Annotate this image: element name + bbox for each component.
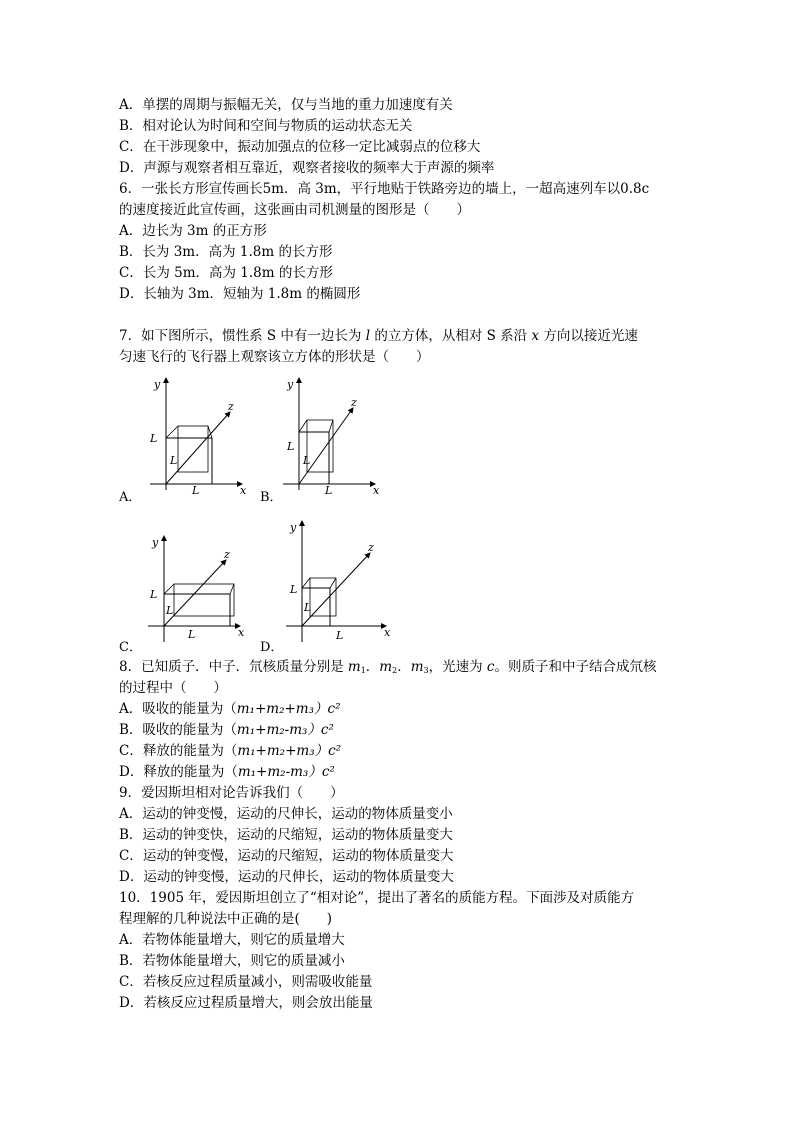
q7-figure-d — [278, 517, 393, 650]
q8-option-d: D．释放的能量为（m₁+m₂-m₃）c² — [119, 764, 335, 780]
length-label-l: L — [150, 432, 158, 445]
q10-option-b: B．若物体能量增大，则它的质量减小 — [119, 953, 345, 969]
axis-label-y: y — [290, 521, 297, 534]
q9-option-d: D．运动的钟变慢，运动的尺伸长，运动的物体质量变大 — [119, 869, 454, 885]
q6-option-a: A．边长为 3m 的正方形 — [119, 223, 267, 239]
q10-stem-line2: 程理解的几种说法中正确的是( ) — [119, 911, 333, 927]
q7-figure-c — [140, 532, 250, 650]
q8-option-a: A．吸收的能量为（m₁+m₂+m₃）c² — [119, 701, 341, 717]
length-label-l: L — [170, 454, 178, 467]
length-label-l: L — [325, 484, 333, 497]
axis-label-z: z — [224, 548, 230, 561]
q6-stem-line2: 的速度接近此宣传画，这张画由司机测量的图形是（ ） — [119, 202, 470, 218]
q10-stem-line1: 10．1905 年，爱因斯坦创立了“相对论”，提出了著名的质能方程。下面涉及对质能方 — [119, 890, 635, 906]
axis-label-y: y — [154, 378, 161, 391]
axis-label-x: x — [384, 626, 391, 639]
q7-option-b-label: B． — [260, 490, 283, 505]
axis-label-y: y — [287, 378, 294, 391]
q8-stem-line2: 的过程中（ ） — [119, 680, 227, 696]
q10-option-a: A．若物体能量增大，则它的质量增大 — [119, 932, 345, 948]
q8-option-b: B．吸收的能量为（m₁+m₂-m₃）c² — [119, 722, 334, 738]
q8-option-c: C．释放的能量为（m₁+m₂+m₃）c² — [119, 743, 342, 759]
q9-option-c: C．运动的钟变慢，运动的尺缩短，运动的物体质量变大 — [119, 848, 454, 864]
q5-option-a: A．单摆的周期与振幅无关，仅与当地的重力加速度有关 — [119, 97, 453, 113]
length-label-l: L — [188, 628, 196, 641]
length-label-l: L — [303, 454, 311, 467]
axis-label-z: z — [351, 396, 357, 409]
axis-label-y: y — [152, 536, 159, 549]
q7-option-a-label: A． — [119, 490, 142, 505]
axis-label-z: z — [368, 541, 374, 554]
q6-option-c: C．长为 5m．高为 1.8m 的长方形 — [119, 265, 333, 281]
length-label-l: L — [336, 629, 344, 642]
q5-option-c: C．在干涉现象中，振动加强点的位移一定比减弱点的位移大 — [119, 139, 481, 155]
length-label-l: L — [290, 583, 298, 596]
q7-figure-b — [275, 372, 385, 497]
q9-option-a: A．运动的钟变慢，运动的尺伸长，运动的物体质量变小 — [119, 806, 453, 822]
q7-figure-a — [140, 372, 250, 497]
q10-option-d: D．若核反应过程质量增大，则会放出能量 — [119, 995, 373, 1011]
length-label-l: L — [192, 484, 200, 497]
q6-option-b: B．长为 3m．高为 1.8m 的长方形 — [119, 244, 333, 260]
axis-label-x: x — [240, 484, 247, 497]
q7-option-c-label: C． — [119, 640, 142, 655]
q6-stem-line1: 6．一张长方形宣传画长5m．高 3m，平行地贴于铁路旁边的墙上，一超高速列车以0.8c — [119, 181, 650, 197]
q6-option-d: D．长轴为 3m．短轴为 1.8m 的椭圆形 — [119, 286, 361, 302]
q5-option-b: B．相对论认为时间和空间与物质的运动状态无关 — [119, 118, 413, 134]
q10-option-c: C．若核反应过程质量减小，则需吸收能量 — [119, 974, 373, 990]
axis-label-z: z — [228, 400, 234, 413]
length-label-l: L — [304, 601, 312, 614]
q7-stem-line2: 匀速飞行的飞行器上观察该立方体的形状是（ ） — [119, 349, 430, 365]
q9-option-b: B．运动的钟变快，运动的尺缩短，运动的物体质量变大 — [119, 827, 453, 843]
q9-stem: 9．爱因斯坦相对论告诉我们（ ） — [119, 785, 344, 801]
q5-option-d: D．声源与观察者相互靠近，观察者接收的频率大于声源的频率 — [119, 160, 495, 176]
length-label-l: L — [287, 440, 295, 453]
q8-stem-line1: 8．已知质子．中子．氘核质量分别是 $m_1$．$m_2$．$m_3$，光速为 c。则质子和中子结合成氘核 — [119, 659, 657, 675]
axis-label-x: x — [373, 484, 380, 497]
q7-stem-line1: 7．如下图所示，惯性系 S 中有一边长为 l 的立方体，从相对 S 系沿 x 方向以接近光速 — [119, 328, 638, 344]
q7-option-d-label: D． — [260, 640, 284, 655]
length-label-l: L — [150, 588, 158, 601]
axis-label-x: x — [238, 626, 245, 639]
length-label-l: L — [166, 604, 174, 617]
